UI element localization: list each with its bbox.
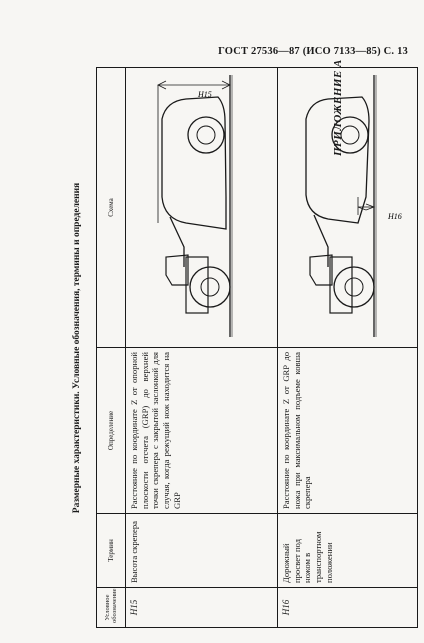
column-header-definition: Определение (97, 348, 126, 514)
column-header-scheme: Схема (97, 68, 126, 348)
terms-table (96, 67, 418, 628)
rotated-content (72, 68, 412, 628)
table-header-row (97, 68, 126, 628)
page-header: ГОСТ 27536—87 (ИСО 7133—85) С. 13 (218, 46, 408, 57)
row-scheme (278, 68, 418, 348)
row-term: Дорожный просвет под ножом в транспортном положении (278, 514, 418, 588)
table-caption: Размерные характеристики. Условные обозначения, термины и определения (72, 182, 82, 514)
row-definition: Расстояние по координате Z от опорной плоскости отсчета (GRP) до верхней точки скрепера с закрытой заслонкой для случая, когда режущий нож находится на GRP (126, 348, 278, 514)
row-definition: Расстояние по координате Z от GRP до ножа при максимальном подъеме ковша скрепера (278, 348, 418, 514)
column-header-symbol: Условное обозначение (97, 588, 126, 628)
column-header-term: Термин (97, 514, 126, 588)
table-row (126, 68, 278, 628)
row-symbol: H15 (126, 588, 278, 628)
row-term: Высота скрепера (126, 514, 278, 588)
table-row (278, 68, 418, 628)
appendix-label: ПРИЛОЖЕНИЕ А (332, 59, 344, 156)
row-scheme (126, 68, 278, 348)
diagram-label-h16: H16 (388, 212, 402, 221)
diagram-label-h15: H15 (198, 90, 212, 99)
row-symbol: H16 (278, 588, 418, 628)
scraper-diagram-h16 (278, 67, 416, 347)
scraper-diagram-h15 (126, 67, 276, 347)
